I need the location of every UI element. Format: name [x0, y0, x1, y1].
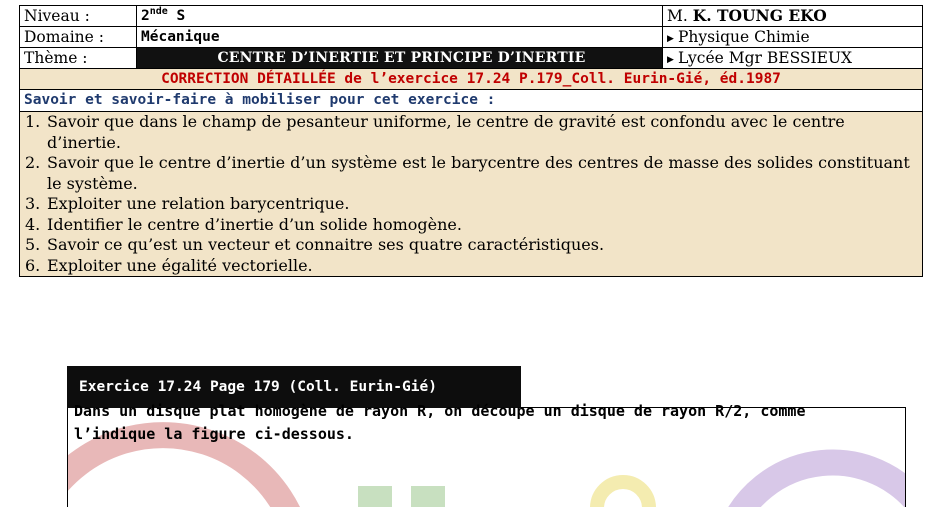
header-row-theme	[19, 47, 923, 68]
header-row-niveau	[19, 5, 923, 26]
savoir-title: Savoir et savoir-faire à mobiliser pour cet exercice :	[19, 89, 923, 111]
list-item: 6. Exploiter une égalité vectorielle.	[25, 255, 313, 275]
school: ▶ Lycée Mgr BESSIEUX	[663, 48, 922, 68]
triangle-right-icon: ▶	[667, 55, 674, 65]
subject: ▶ Physique Chimie	[663, 27, 922, 47]
list-item: 5. Savoir ce qu’est un vecteur et connaitre ses quatre caractéristiques.	[25, 235, 605, 254]
exercise-block	[67, 366, 906, 443]
theme-value: CENTRE D’INERTIE ET PRINCIPE D’INERTIE	[137, 48, 663, 68]
exercise-statement: Dans un disque plat homogène de rayon R, on découpe un disque de rayon R/2, comme l’indique la figure ci-dessous.	[74, 402, 806, 443]
list-item: 4. Identifier le centre d’inertie d’un solide homogène.	[25, 214, 462, 234]
list-item: 1. Savoir que dans le champ de pesanteur uniforme, le centre de gravité est confondu avec le centre d’inertie.	[25, 112, 845, 152]
watermark-purple-arc	[728, 462, 906, 507]
objectives-list	[19, 111, 923, 277]
domaine-label: Domaine :	[20, 27, 137, 47]
niveau-label: Niveau :	[20, 6, 137, 26]
niveau-value: 2nde S	[137, 6, 663, 26]
exercise-title: Exercice 17.24 Page 179 (Coll. Eurin-Gié)	[67, 366, 521, 408]
domaine-value: Mécanique	[137, 27, 663, 47]
teacher-name: M. K. TOUNG EKO	[667, 6, 827, 25]
triangle-right-icon: ▶	[667, 34, 674, 44]
list-item: 2. Savoir que le centre d’inertie d’un système est le barycentre des centres de masse des solides constituant le système.	[25, 153, 910, 193]
correction-title: CORRECTION DÉTAILLÉE de l’exercice 17.24 P.179_Coll. Eurin-Gié, éd.1987	[19, 68, 923, 89]
theme-label: Thème :	[20, 48, 137, 68]
list-item: 3. Exploiter une relation barycentrique.	[25, 194, 350, 213]
header-row-domaine	[19, 26, 923, 47]
document-header	[19, 5, 923, 277]
watermark-yellow-ring	[597, 482, 649, 507]
